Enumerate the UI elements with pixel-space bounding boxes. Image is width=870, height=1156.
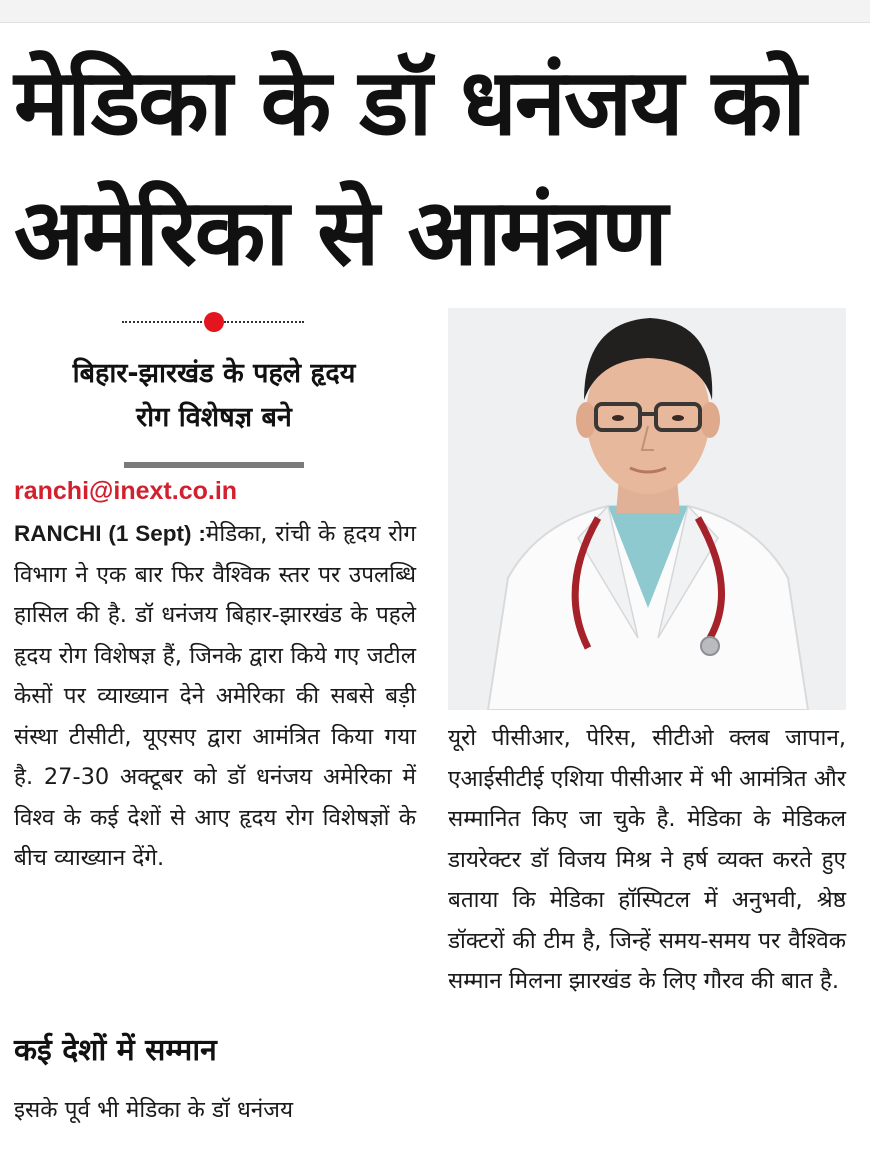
headline-line-1: मेडिका के डॉ धनंजय को <box>14 49 805 156</box>
doctor-photo <box>448 308 846 710</box>
article-paragraph <box>14 514 416 879</box>
subheadline <box>14 352 414 440</box>
byline-email: ranchi@inext.co.in <box>14 477 238 505</box>
article-body-right <box>448 718 846 1002</box>
subheadline-rule <box>124 462 304 468</box>
dateline: RANCHI (1 Sept) : <box>14 521 206 546</box>
article-text-right: यूरो पीसीआर, पेरिस, सीटीओ क्लब जापान, एआईसीटीई एशिया पीसीआर में भी आमंत्रित और सम्मानित किए जा चुके है. मेडिका के मेडिकल डायरेक्टर डॉ विजय मिश्र ने हर्ष व्यक्त करते हुए बताया कि मेडिका हॉस्पिटल में अनुभवी, श्रेष्ठ डॉक्टरों की टीम है, जिन्हें समय-समय पर वैश्विक सम्मान मिलना झारखंड के लिए गौरव की बात है. <box>448 725 846 994</box>
headline <box>14 38 864 298</box>
dotted-line-right <box>224 321 304 323</box>
subheadline-line-2: रोग विशेषज्ञ बने <box>136 402 292 433</box>
subheadline-line-1: बिहार-झारखंड के पहले हृदय <box>72 358 356 389</box>
dotted-divider <box>122 312 307 332</box>
headline-line-2: अमेरिका से आमंत्रण <box>14 179 666 286</box>
top-margin-strip <box>0 0 870 23</box>
article-body-left-continued: इसके पूर्व भी मेडिका के डॉ धनंजय <box>14 1097 294 1123</box>
article-text-left: मेडिका, रांची के हृदय रोग विभाग ने एक बार फिर वैश्विक स्तर पर उपलब्धि हासिल की है. डॉ धनंजय बिहार-झारखंड के पहले हृदय रोग विशेषज्ञ हैं, जिनके द्वारा किये गए जटील केसों पर व्याख्यान देने अमेरिका की सबसे बड़ी संस्था टीसीटी, यूएसए द्वारा आमंत्रित किया गया है. 27-30 अक्टूबर को डॉ धनंजय अमेरिका में विश्व के कई देशों से आए हृदय रोग विशेषज्ञों के बीच व्याख्यान देंगे. <box>14 521 417 871</box>
dotted-line-left <box>122 321 202 323</box>
red-dot-ornament <box>204 312 224 332</box>
section-heading: कई देशों में सम्मान <box>14 1033 217 1068</box>
article-body-left <box>14 514 416 879</box>
doctor-portrait-illustration <box>448 308 846 710</box>
